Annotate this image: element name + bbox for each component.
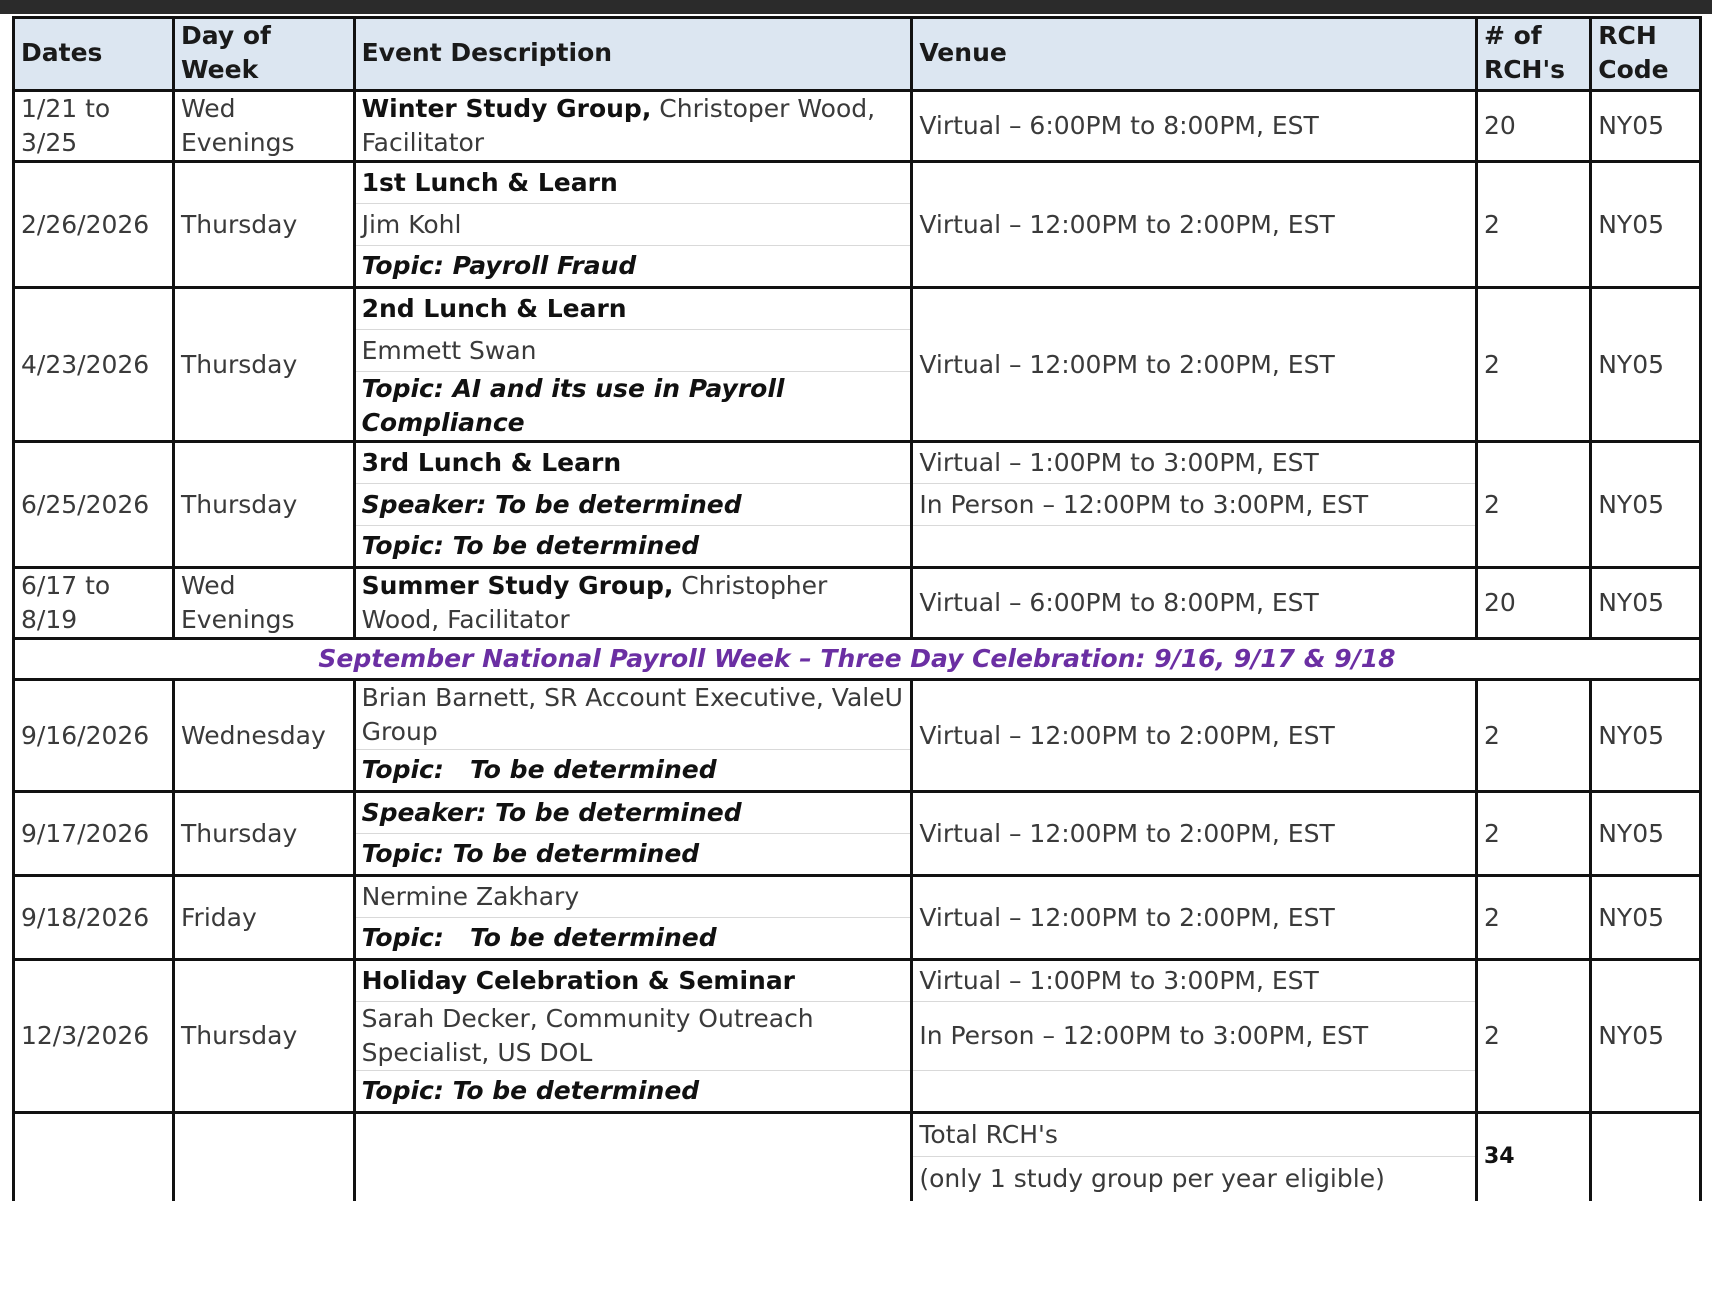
venue-cell-empty[interactable]	[912, 526, 1477, 568]
venue-cell-empty[interactable]	[912, 1071, 1477, 1113]
total-row	[14, 1113, 1701, 1157]
total-note[interactable]: (only 1 study group per year eligible)	[912, 1157, 1477, 1201]
code-cell[interactable]: NY05	[1591, 288, 1701, 442]
rch-cell[interactable]: 2	[1476, 960, 1590, 1113]
day-cell[interactable]: Thursday	[174, 162, 355, 288]
table-row	[14, 162, 1701, 204]
total-label[interactable]: Total RCH's	[912, 1113, 1477, 1157]
event-detail: Christopher Wood, Facilitator	[361, 571, 828, 634]
event-title[interactable]: 1st Lunch & Learn	[354, 162, 912, 204]
date-cell[interactable]: 12/3/2026	[14, 960, 174, 1113]
rch-cell[interactable]: 2	[1476, 288, 1590, 442]
code-cell[interactable]: NY05	[1591, 91, 1701, 162]
speaker-cell[interactable]: Jim Kohl	[354, 204, 912, 246]
empty-cell[interactable]	[174, 1113, 355, 1201]
speaker-cell[interactable]: Speaker: To be determined	[354, 484, 912, 526]
day-cell[interactable]: Wednesday	[174, 680, 355, 792]
speaker-cell[interactable]: Emmett Swan	[354, 330, 912, 372]
venue-cell[interactable]: Virtual – 12:00PM to 2:00PM, EST	[912, 792, 1477, 876]
venue-cell[interactable]: Virtual – 6:00PM to 8:00PM, EST	[912, 568, 1477, 639]
event-cell[interactable]	[354, 91, 912, 162]
date-cell[interactable]: 9/16/2026	[14, 680, 174, 792]
day-cell[interactable]: Thursday	[174, 792, 355, 876]
speaker-cell[interactable]: Brian Barnett, SR Account Executive, ValeU Group	[354, 680, 912, 750]
topic-cell[interactable]: Topic: To be determined	[354, 750, 912, 792]
speaker-cell[interactable]: Speaker: To be determined	[354, 792, 912, 834]
rch-cell[interactable]: 20	[1476, 568, 1590, 639]
day-cell[interactable]: Thursday	[174, 288, 355, 442]
day-cell[interactable]: Wed Evenings	[174, 568, 355, 639]
day-cell[interactable]: Wed Evenings	[174, 91, 355, 162]
event-title[interactable]: 2nd Lunch & Learn	[354, 288, 912, 330]
event-detail: Christoper Wood, Facilitator	[361, 94, 876, 157]
table-row	[14, 680, 1701, 750]
empty-cell[interactable]	[1591, 1113, 1701, 1201]
header-rch-code[interactable]: RCH Code	[1591, 18, 1701, 91]
topic-cell[interactable]: Topic: To be determined	[354, 1071, 912, 1113]
topic-cell[interactable]: Topic: Payroll Fraud	[354, 246, 912, 288]
rch-cell[interactable]: 2	[1476, 792, 1590, 876]
table-row	[14, 960, 1701, 1002]
table-row	[14, 288, 1701, 330]
venue-cell[interactable]: Virtual – 12:00PM to 2:00PM, EST	[912, 288, 1477, 442]
code-cell[interactable]: NY05	[1591, 568, 1701, 639]
header-dates[interactable]: Dates	[14, 18, 174, 91]
speaker-cell[interactable]: Sarah Decker, Community Outreach Specialist, US DOL	[354, 1002, 912, 1071]
speaker-cell[interactable]: Nermine Zakhary	[354, 876, 912, 918]
table-row	[14, 442, 1701, 484]
rch-cell[interactable]: 2	[1476, 442, 1590, 568]
day-cell[interactable]: Friday	[174, 876, 355, 960]
date-cell[interactable]: 4/23/2026	[14, 288, 174, 442]
rch-cell[interactable]: 2	[1476, 680, 1590, 792]
header-day-of-week[interactable]: Day of Week	[174, 18, 355, 91]
code-cell[interactable]: NY05	[1591, 442, 1701, 568]
topic-cell[interactable]: Topic: To be determined	[354, 834, 912, 876]
empty-cell[interactable]	[354, 1113, 912, 1201]
date-cell[interactable]: 6/17 to 8/19	[14, 568, 174, 639]
date-cell[interactable]: 9/17/2026	[14, 792, 174, 876]
table-row	[14, 876, 1701, 918]
day-cell[interactable]: Thursday	[174, 442, 355, 568]
date-cell[interactable]: 6/25/2026	[14, 442, 174, 568]
rch-cell[interactable]: 20	[1476, 91, 1590, 162]
rch-cell[interactable]: 2	[1476, 876, 1590, 960]
rch-cell[interactable]: 2	[1476, 162, 1590, 288]
event-title: Summer Study Group,	[361, 571, 674, 600]
spreadsheet-view	[0, 14, 1712, 1290]
venue-cell[interactable]: Virtual – 6:00PM to 8:00PM, EST	[912, 91, 1477, 162]
venue-cell[interactable]: In Person – 12:00PM to 3:00PM, EST	[912, 1002, 1477, 1071]
empty-cell[interactable]	[14, 1113, 174, 1201]
table-row	[14, 639, 1701, 680]
payroll-week-banner[interactable]: September National Payroll Week – Three Day Celebration: 9/16, 9/17 & 9/18	[14, 639, 1701, 680]
code-cell[interactable]: NY05	[1591, 162, 1701, 288]
topic-cell[interactable]: Topic: To be determined	[354, 526, 912, 568]
venue-cell[interactable]: Virtual – 1:00PM to 3:00PM, EST	[912, 442, 1477, 484]
code-cell[interactable]: NY05	[1591, 960, 1701, 1113]
venue-cell[interactable]: Virtual – 12:00PM to 2:00PM, EST	[912, 162, 1477, 288]
date-cell[interactable]: 9/18/2026	[14, 876, 174, 960]
topic-cell[interactable]: Topic: To be determined	[354, 918, 912, 960]
venue-cell[interactable]: In Person – 12:00PM to 3:00PM, EST	[912, 484, 1477, 526]
day-cell[interactable]: Thursday	[174, 960, 355, 1113]
venue-cell[interactable]: Virtual – 12:00PM to 2:00PM, EST	[912, 680, 1477, 792]
code-cell[interactable]: NY05	[1591, 680, 1701, 792]
table-row	[14, 792, 1701, 834]
event-cell[interactable]	[354, 568, 912, 639]
date-cell[interactable]: 2/26/2026	[14, 162, 174, 288]
venue-cell[interactable]: Virtual – 1:00PM to 3:00PM, EST	[912, 960, 1477, 1002]
total-value[interactable]: 34	[1476, 1113, 1590, 1201]
table-row	[14, 568, 1701, 639]
code-cell[interactable]: NY05	[1591, 876, 1701, 960]
date-cell[interactable]: 1/21 to 3/25	[14, 91, 174, 162]
events-table	[12, 16, 1702, 1201]
topic-cell[interactable]: Topic: AI and its use in Payroll Compliance	[354, 372, 912, 442]
table-row	[14, 91, 1701, 162]
header-venue[interactable]: Venue	[912, 18, 1477, 91]
header-num-rch[interactable]: # of RCH's	[1476, 18, 1590, 91]
venue-cell[interactable]: Virtual – 12:00PM to 2:00PM, EST	[912, 876, 1477, 960]
code-cell[interactable]: NY05	[1591, 792, 1701, 876]
event-title[interactable]: 3rd Lunch & Learn	[354, 442, 912, 484]
header-event-description[interactable]: Event Description	[354, 18, 912, 91]
event-title: Winter Study Group,	[361, 94, 652, 123]
event-title[interactable]: Holiday Celebration & Seminar	[354, 960, 912, 1002]
